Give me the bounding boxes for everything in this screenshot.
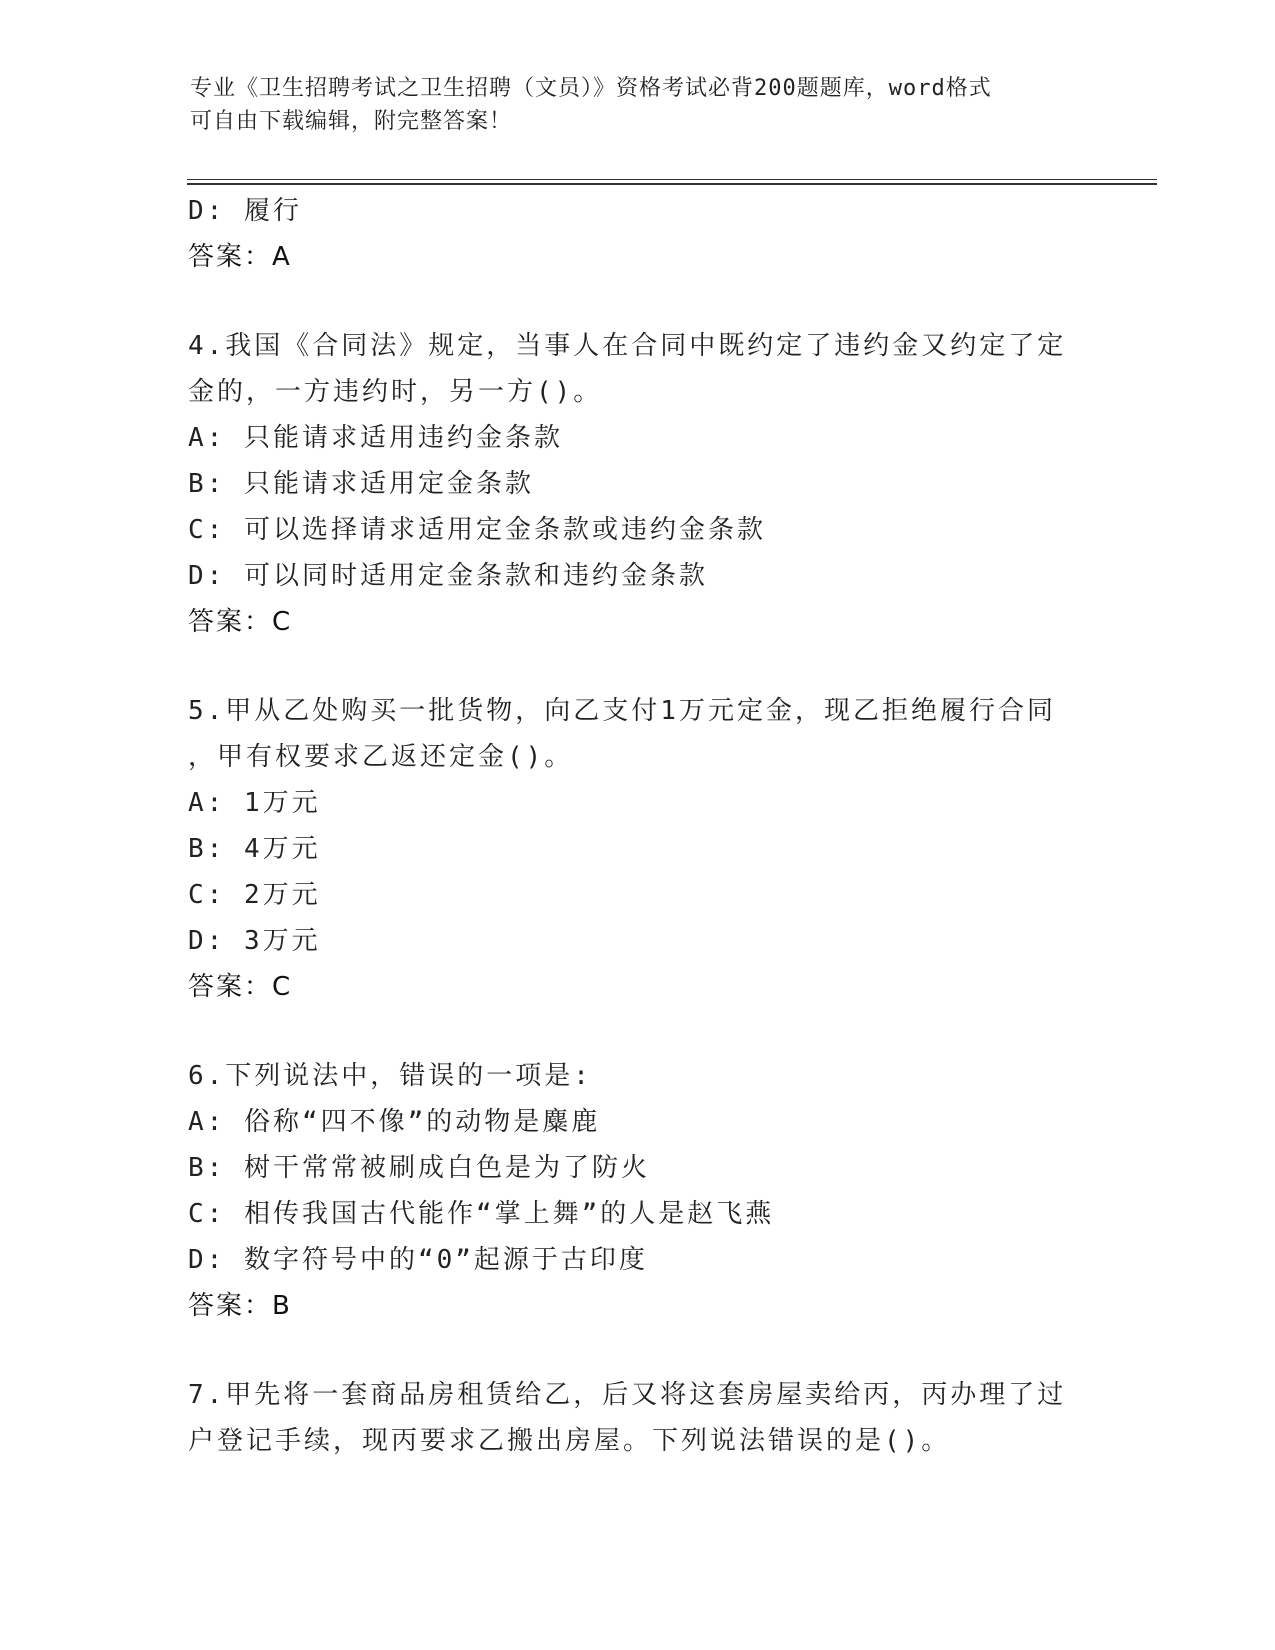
question-5	[188, 688, 1088, 1010]
option-d: D: 可以同时适用定金条款和违约金条款	[188, 561, 708, 591]
question-stem-line-1: 4.我国《合同法》规定，当事人在合同中既约定了违约金又约定了定	[188, 331, 1067, 361]
option-a: A: 俗称“四不像”的动物是麋鹿	[188, 1107, 601, 1137]
option-c: C: 可以选择请求适用定金条款或违约金条款	[188, 515, 766, 545]
answer-line: 答案：B	[188, 1291, 292, 1321]
answer-line: 答案：C	[188, 607, 293, 637]
option-d: D: 履行	[188, 196, 302, 226]
question-stem-line-1: 7.甲先将一套商品房租赁给乙，后又将这套房屋卖给丙，丙办理了过	[188, 1380, 1067, 1410]
question-stem-line-2: 金的，一方违约时，另一方()。	[188, 377, 603, 407]
question-4	[188, 323, 1088, 645]
option-c: C: 2万元	[188, 880, 321, 910]
question-stem-line-2: ，甲有权要求乙返还定金()。	[188, 742, 574, 772]
option-b: B: 4万元	[188, 834, 321, 864]
question-stem-line-2: 户登记手续，现丙要求乙搬出房屋。下列说法错误的是()。	[188, 1426, 951, 1456]
option-b: B: 树干常常被刷成白色是为了防火	[188, 1153, 650, 1183]
answer-line: 答案：A	[188, 242, 292, 272]
question-stem-line-1: 6.下列说法中，错误的一项是:	[188, 1061, 592, 1091]
option-b: B: 只能请求适用定金条款	[188, 469, 534, 499]
header-line-2: 可自由下载编辑，附完整答案！	[190, 109, 513, 134]
option-c: C: 相传我国古代能作“掌上舞”的人是赵飞燕	[188, 1199, 775, 1229]
option-a: A: 只能请求适用违约金条款	[188, 423, 563, 453]
header-divider-thin	[187, 179, 1157, 180]
option-a: A: 1万元	[188, 788, 321, 818]
document-header	[190, 72, 1080, 138]
option-d: D: 3万元	[188, 926, 321, 956]
question-fragment	[188, 188, 1088, 280]
question-7	[188, 1372, 1088, 1464]
header-divider-thick	[187, 183, 1157, 185]
answer-line: 答案：C	[188, 972, 293, 1002]
option-d: D: 数字符号中的“0”起源于古印度	[188, 1245, 648, 1275]
header-line-1: 专业《卫生招聘考试之卫生招聘（文员）》资格考试必背200题题库，word格式	[190, 76, 992, 101]
question-stem-line-1: 5.甲从乙处购买一批货物，向乙支付1万元定金，现乙拒绝履行合同	[188, 696, 1056, 726]
question-6	[188, 1053, 1088, 1329]
question-list	[188, 188, 1088, 1464]
